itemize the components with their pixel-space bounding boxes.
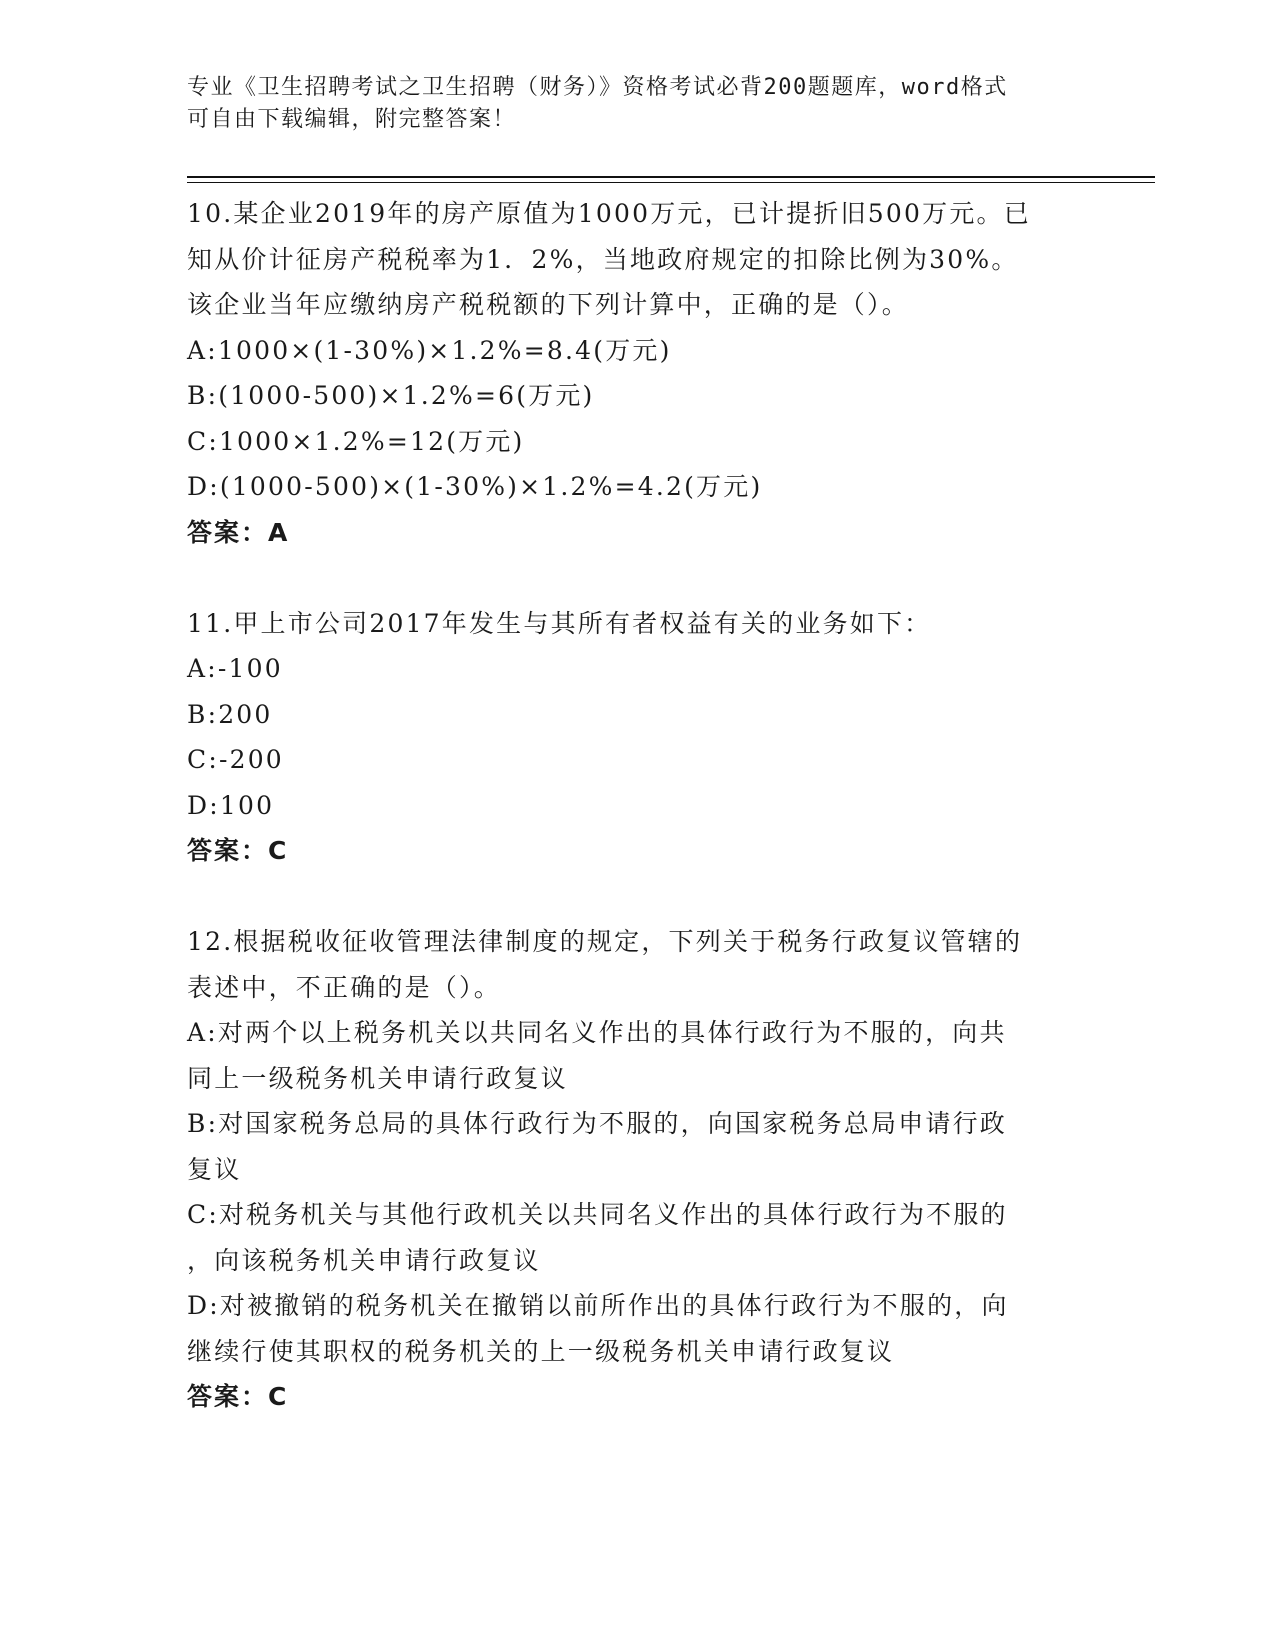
answer-label: 答案：A <box>187 517 290 547</box>
header-line-1: 专业《卫生招聘考试之卫生招聘（财务）》资格考试必背200题题库，word格式 <box>187 75 1008 100</box>
question-stem-line: 表述中，不正确的是（）。 <box>187 972 501 1002</box>
option-a-continued: 同上一级税务机关申请行政复议 <box>187 1063 568 1093</box>
question-11 <box>187 601 1087 874</box>
question-stem-line: 12.根据税收征收管理法律制度的规定，下列关于税务行政复议管辖的 <box>187 927 1023 956</box>
question-12 <box>187 919 1087 1420</box>
option-c: C:-200 <box>187 745 284 774</box>
option-c: C:1000×1.2%=12(万元) <box>187 426 525 456</box>
question-stem-line: 11.甲上市公司2017年发生与其所有者权益有关的业务如下： <box>187 608 932 638</box>
option-a: A:-100 <box>187 654 283 683</box>
header-divider-thick <box>187 176 1155 178</box>
answer-label: 答案：C <box>187 1382 289 1411</box>
option-d: D:(1000-500)×(1-30%)×1.2%=4.2(万元) <box>187 472 763 501</box>
answer-label: 答案：C <box>187 836 289 865</box>
question-spacer <box>187 874 1087 920</box>
option-b-continued: 复议 <box>187 1154 242 1184</box>
document-header <box>187 72 1087 136</box>
question-stem-line: 该企业当年应缴纳房产税税额的下列计算中，正确的是（）。 <box>187 290 909 319</box>
question-10 <box>187 191 1087 555</box>
question-stem-line: 知从价计征房产税税率为1．2%，当地政府规定的扣除比例为30%。 <box>187 244 1019 274</box>
option-c-continued: ，向该税务机关申请行政复议 <box>187 1245 541 1275</box>
option-b: B:200 <box>187 699 273 729</box>
option-b: B:(1000-500)×1.2%=6(万元) <box>187 381 595 410</box>
option-c: C:对税务机关与其他行政机关以共同名义作出的具体行政行为不服的 <box>187 1200 1008 1229</box>
question-spacer <box>187 555 1087 601</box>
option-a: A:1000×(1-30%)×1.2%=8.4(万元) <box>187 335 672 365</box>
header-line-2: 可自由下载编辑，附完整答案！ <box>187 107 517 132</box>
question-list <box>187 191 1087 1420</box>
header-divider-thin <box>187 182 1155 183</box>
question-stem-line: 10.某企业2019年的房产原值为1000万元，已计提折旧500万元。已 <box>187 199 1031 228</box>
option-d: D:对被撤销的税务机关在撤销以前所作出的具体行政行为不服的，向 <box>187 1291 1009 1320</box>
option-a: A:对两个以上税务机关以共同名义作出的具体行政行为不服的，向共 <box>187 1018 1007 1047</box>
option-d-continued: 继续行使其职权的税务机关的上一级税务机关申请行政复议 <box>187 1336 895 1366</box>
option-b: B:对国家税务总局的具体行政行为不服的，向国家税务总局申请行政 <box>187 1109 1007 1138</box>
option-d: D:100 <box>187 790 275 820</box>
